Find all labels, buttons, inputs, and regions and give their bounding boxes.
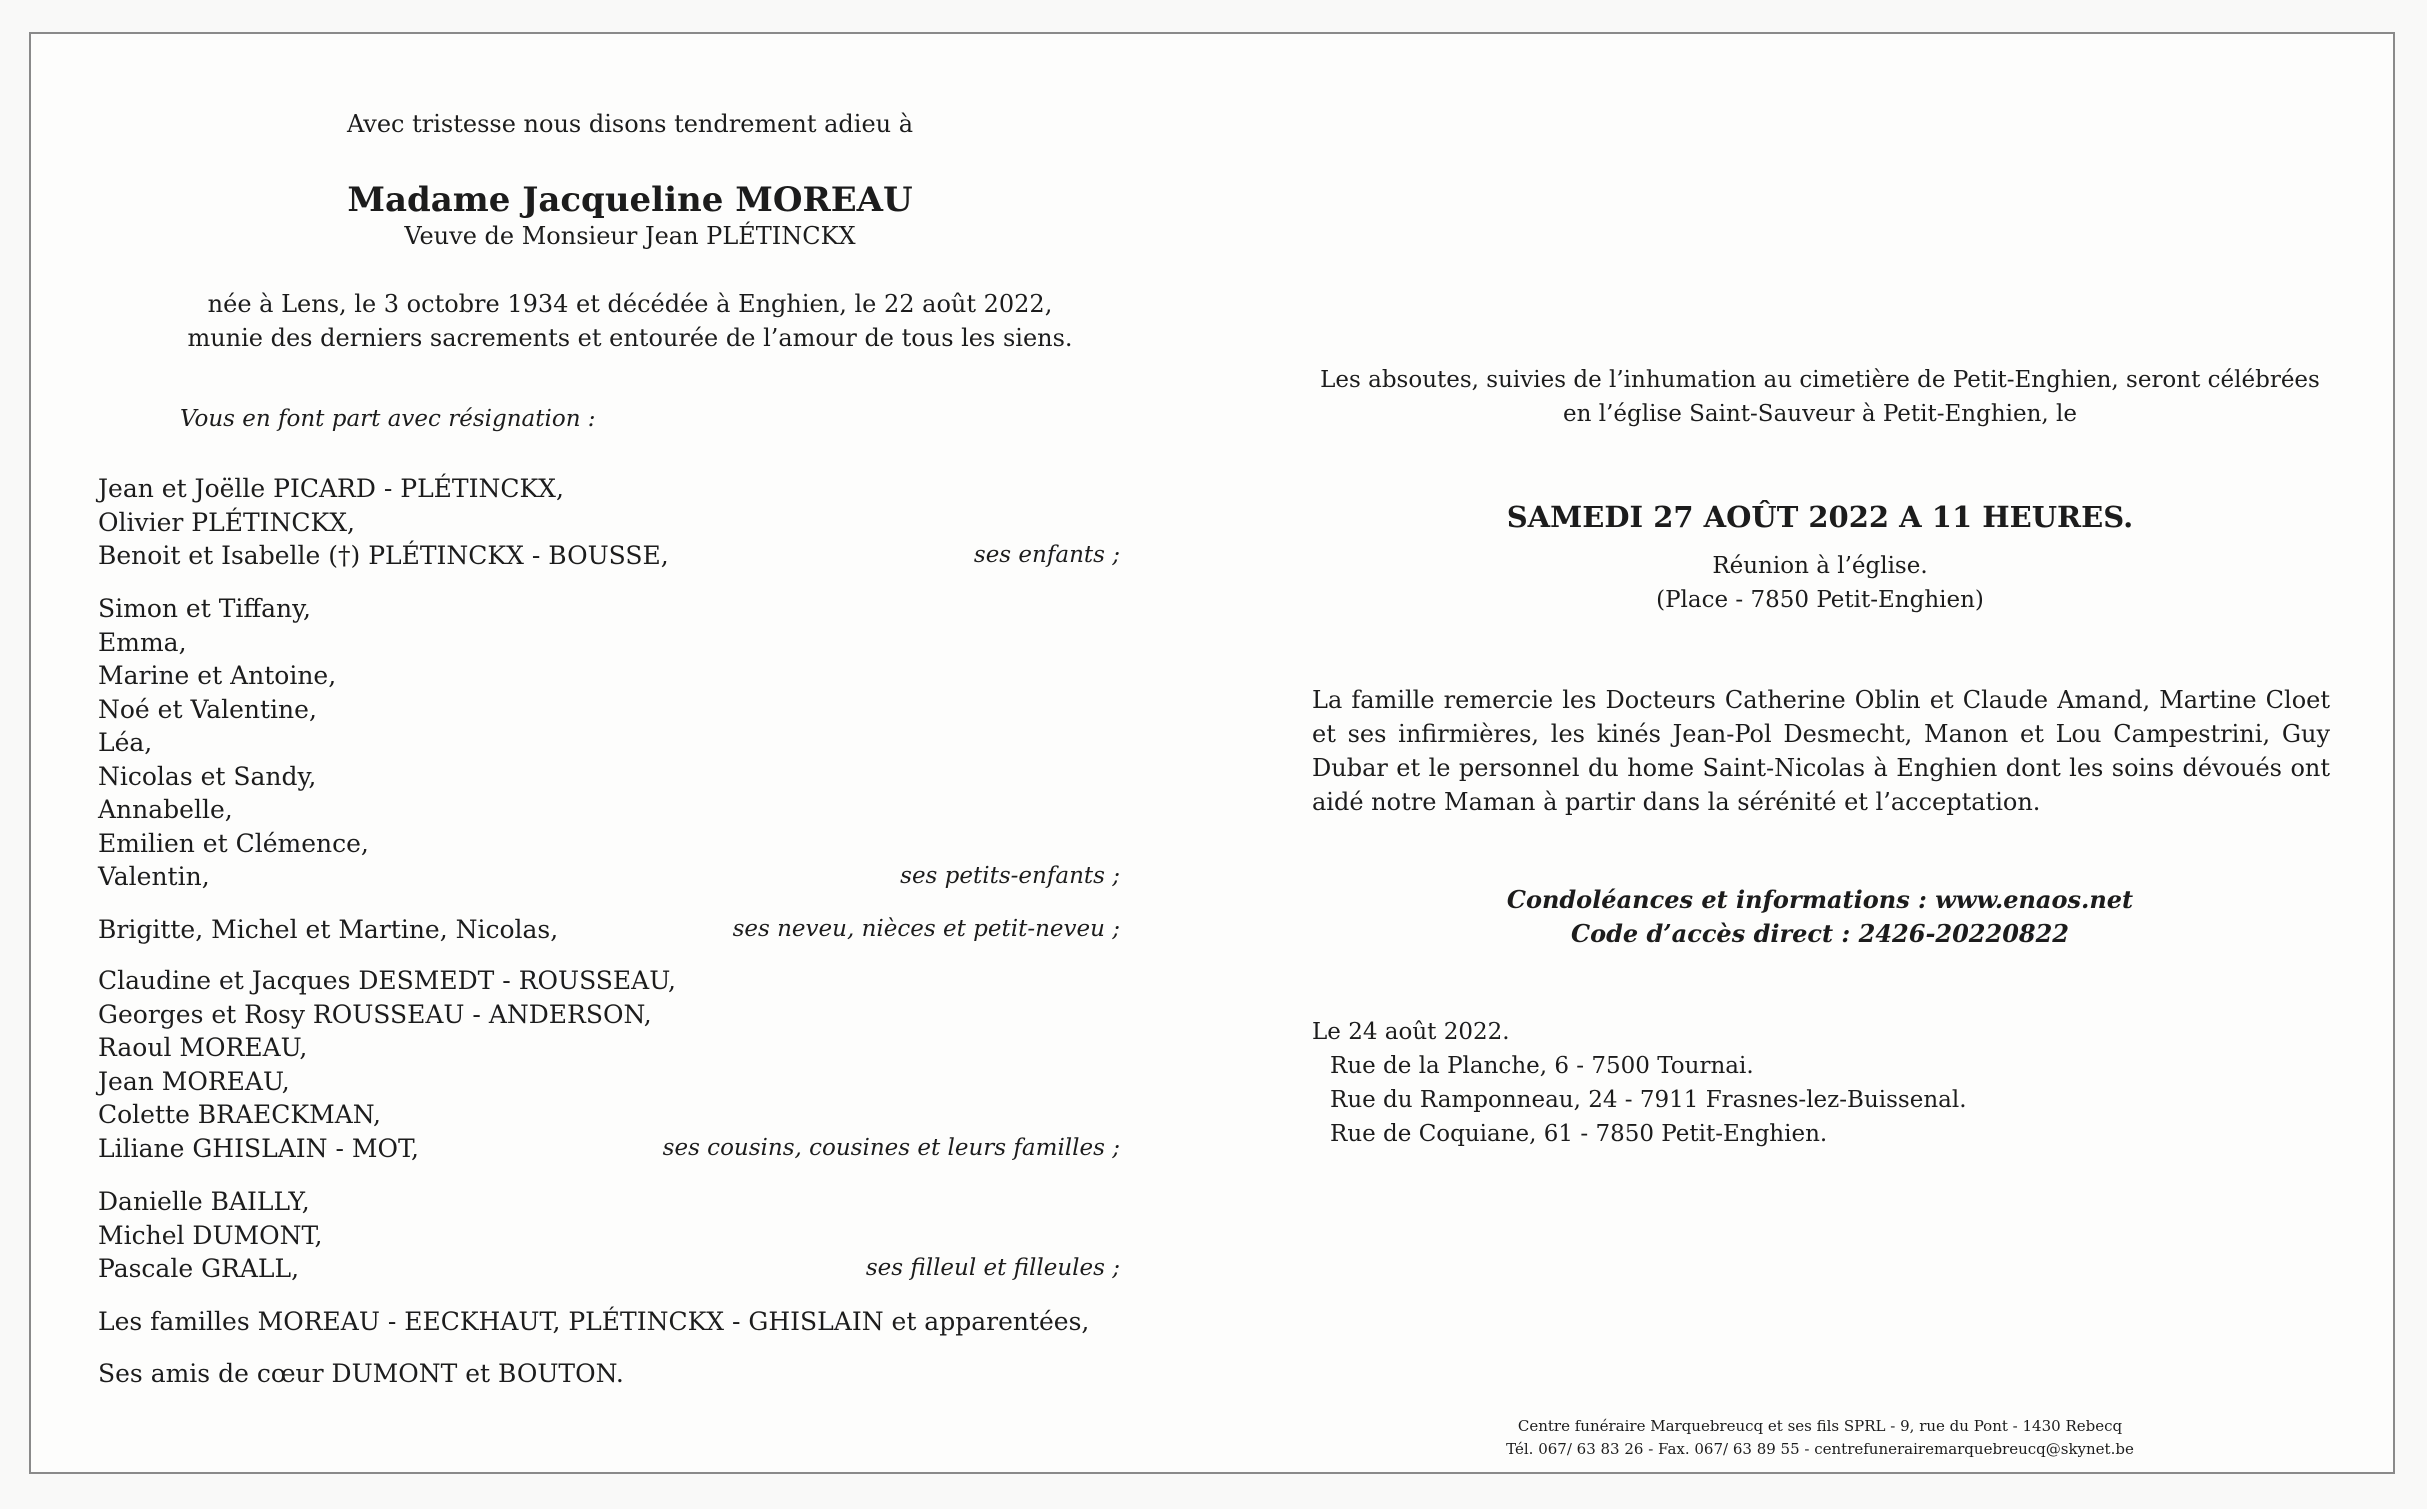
group-name: Valentin, <box>98 862 210 891</box>
ceremony-info <box>1300 363 2340 431</box>
group-name: Raoul MOREAU, <box>98 1033 308 1062</box>
intro-text: Avec tristesse nous disons tendrement adieu à <box>346 110 914 138</box>
families-line: Les familles MOREAU - EECKHAUT, PLÉTINCKX - GHISLAIN et apparentées, <box>98 1307 1090 1336</box>
group-name: Noé et Valentine, <box>98 694 317 724</box>
group-name-last <box>98 913 1120 947</box>
group-name: Nicolas et Sandy, <box>98 761 317 791</box>
group-name: Colette BRAECKMAN, <box>98 1100 381 1129</box>
group-name: Annabelle, <box>98 795 233 824</box>
ceremony-line-1: Les absoutes, suivies de l’inhumation au cimetière de Petit-Enghien, seront célébrées <box>1320 367 2320 393</box>
group-name: Danielle BAILLY, <box>98 1187 310 1216</box>
group-name: Léa, <box>98 728 153 757</box>
group-name: Jean et Joëlle PICARD - PLÉTINCKX, <box>98 474 564 503</box>
friends-line: Ses amis de cœur DUMONT et BOUTON. <box>98 1359 624 1388</box>
group-name-last <box>98 1252 1120 1286</box>
widow-line: Veuve de Monsieur Jean PLÉTINCKX <box>404 222 856 250</box>
group-name: Benoit et Isabelle (†) PLÉTINCKX - BOUSSE, <box>98 541 669 570</box>
ceremony-line-2: en l’église Saint-Sauveur à Petit-Enghien, le <box>1562 401 2078 427</box>
group-name: Brigitte, Michel et Martine, Nicolas, <box>98 915 559 944</box>
address-line: Rue de Coquiane, 61 - 7850 Petit-Enghien. <box>1330 1121 1828 1147</box>
place-line: (Place - 7850 Petit-Enghien) <box>1656 587 1984 613</box>
funeral-home-info <box>1300 1415 2340 1461</box>
group-name-last <box>98 860 1120 894</box>
group-relation: ses filleul et filleules ; <box>865 1255 1120 1281</box>
birth-line-2: munie des derniers sacrements et entourée de l’amour de tous les siens. <box>187 324 1073 352</box>
funeral-home-line-1: Centre funéraire Marquebreucq et ses fils SPRL - 9, rue du Pont - 1430 Rebecq <box>1517 1417 2123 1435</box>
reunion-line: Réunion à l’église. <box>1712 553 1928 579</box>
group-name: Jean MOREAU, <box>98 1066 290 1096</box>
birth-death-info <box>100 287 1160 355</box>
ceremony-date: SAMEDI 27 AOÛT 2022 A 11 HEURES. <box>1506 500 2134 534</box>
group-relation: ses petits-enfants ; <box>900 863 1120 889</box>
deceased-name: Madame Jacqueline MOREAU <box>347 180 913 220</box>
notice-line: Vous en font part avec résignation : <box>180 406 596 432</box>
group-name: Emilien et Clémence, <box>98 828 369 858</box>
group-name: Simon et Tiffany, <box>98 594 311 623</box>
group-godchildren <box>98 1185 1120 1286</box>
funeral-home-line-2: Tél. 067/ 63 83 26 - Fax. 067/ 63 89 55 - centrefunerairemarquebreucq@skynet.be <box>1506 1440 2134 1458</box>
address-line: Rue du Ramponneau, 24 - 7911 Frasnes-lez-Buissenal. <box>1330 1087 1967 1113</box>
condolences-line: Condoléances et informations : www.enaos.net <box>1506 885 2134 914</box>
group-name: Liliane GHISLAIN - MOT, <box>98 1133 419 1163</box>
group-name: Marine et Antoine, <box>98 661 337 690</box>
group-name-last <box>98 539 1120 573</box>
group-name: Pascale GRALL, <box>98 1254 300 1283</box>
group-relation: ses neveu, nièces et petit-neveu ; <box>732 916 1120 942</box>
closing-date: Le 24 août 2022. <box>1312 1019 1510 1045</box>
group-cousins <box>98 964 1120 1165</box>
birth-line-1: née à Lens, le 3 octobre 1934 et décédée à Enghien, le 22 août 2022, <box>207 290 1053 318</box>
group-grandchildren <box>98 592 1120 894</box>
group-name: Olivier PLÉTINCKX, <box>98 507 355 537</box>
thanks-paragraph: La famille remercie les Docteurs Catherine Oblin et Claude Amand, Martine Cloet et ses infirmières, les kinés Jean-Pol Desmecht, Manon et Lou Campestrini, Guy Dubar et le personnel du home Saint-Nicolas à Enghien dont les soins dévoués ont aidé notre Maman à partir dans la sérénité et l’acceptation. <box>1312 686 2330 816</box>
group-relation: ses cousins, cousines et leurs familles ; <box>662 1134 1120 1161</box>
group-relation: ses enfants ; <box>973 542 1120 568</box>
group-name: Claudine et Jacques DESMEDT - ROUSSEAU, <box>98 966 676 995</box>
group-name-last <box>98 1132 1120 1166</box>
group-nephews <box>98 913 1120 947</box>
group-name: Emma, <box>98 627 187 657</box>
access-code-line: Code d’accès direct : 2426-20220822 <box>1571 919 2069 948</box>
address-line: Rue de la Planche, 6 - 7500 Tournai. <box>1330 1053 1754 1079</box>
group-name: Michel DUMONT, <box>98 1220 323 1250</box>
group-name: Georges et Rosy ROUSSEAU - ANDERSON, <box>98 999 652 1029</box>
ceremony-location <box>1300 549 2340 617</box>
condolences-info <box>1300 883 2340 951</box>
group-children <box>98 472 1120 573</box>
closing-addresses <box>1312 1015 1967 1151</box>
